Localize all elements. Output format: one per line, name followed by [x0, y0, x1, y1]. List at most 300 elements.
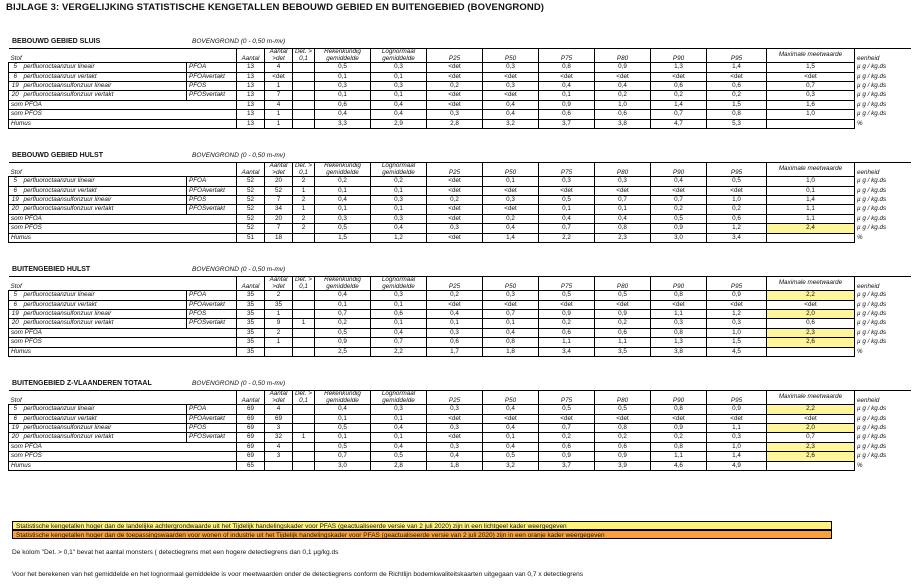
cell-max: 1,4: [767, 196, 855, 205]
cell-det01: [293, 63, 315, 72]
cell-p25: 0,1: [427, 319, 483, 328]
cell-rek: 0,1: [315, 300, 371, 309]
cell-rek: 0,6: [315, 100, 371, 109]
cell-p25: 2,8: [427, 119, 483, 128]
cell-max: 0,6: [767, 319, 855, 328]
cell-unit: µ g / kg.ds: [857, 414, 887, 422]
cell-p80: 3,8: [595, 119, 651, 128]
stats-table: [8, 162, 911, 243]
substance-code: PFOAvertakt: [187, 186, 237, 195]
cell-p90: <det: [651, 300, 707, 309]
cell-p90: 0,4: [651, 177, 707, 186]
substance-name: perfluoroctaanzuur vertakt: [22, 72, 187, 81]
cell-log: 2,9: [371, 119, 427, 128]
cell-p80: 0,5: [595, 405, 651, 414]
cell-aantal_det: 7: [265, 224, 293, 233]
table-row: [9, 414, 911, 423]
row-number: 5: [9, 63, 22, 72]
cell-max: 0,7: [767, 433, 855, 442]
cell-aantal: 35: [237, 328, 265, 337]
table-row: [9, 110, 911, 119]
col-header-lognormaal: Lognormaal gemiddelde: [371, 49, 427, 63]
cell-p95: 1,4: [707, 452, 767, 461]
section-4: [8, 378, 913, 471]
cell-max: 2,0: [767, 310, 855, 319]
cell-aantal_det: 4: [265, 100, 293, 109]
cell-p90: 0,5: [651, 214, 707, 223]
section-title: BUITENGEBIED HULST: [12, 266, 91, 273]
cell-det01: 2: [293, 214, 315, 223]
cell-p90: 4,6: [651, 461, 707, 470]
cell-p80: 0,2: [595, 319, 651, 328]
table-row: [9, 224, 911, 233]
cell-p75: <det: [539, 186, 595, 195]
cell-aantal: 35: [237, 319, 265, 328]
substance-code: PFOA: [187, 405, 237, 414]
cell-max: [767, 233, 855, 242]
substance-code: PFOA: [187, 63, 237, 72]
cell-p75: 3,4: [539, 347, 595, 356]
cell-unit: µ g / kg.ds: [857, 442, 887, 450]
row-number: 6: [9, 414, 22, 423]
cell-log: 0,3: [371, 405, 427, 414]
table-row: [9, 461, 911, 470]
cell-p25: <det: [427, 433, 483, 442]
cell-aantal: 35: [237, 291, 265, 300]
col-header-det01: Det. > 0,1: [293, 163, 315, 177]
cell-p95: 4,9: [707, 461, 767, 470]
cell-p50: 0,1: [483, 433, 539, 442]
cell-rek: 0,5: [315, 328, 371, 337]
cell-p95: 4,5: [707, 347, 767, 356]
table-row: [9, 433, 911, 442]
cell-p90: 0,2: [651, 91, 707, 100]
cell-aantal: 69: [237, 433, 265, 442]
table-row: [9, 72, 911, 81]
col-header-p75: P75: [539, 277, 595, 291]
cell-unit: µ g / kg.ds: [857, 291, 887, 299]
substance-code: PFOAvertakt: [187, 414, 237, 423]
substance-name: som PFOS: [9, 110, 237, 119]
col-header-stof: Stof: [9, 277, 237, 291]
cell-unit: %: [857, 347, 863, 355]
cell-p80: 0,8: [595, 424, 651, 433]
col-header-p25: P25: [427, 49, 483, 63]
cell-max: 0,7: [767, 82, 855, 91]
cell-det01: [293, 414, 315, 423]
cell-aantal: 51: [237, 233, 265, 242]
cell-p90: 0,6: [651, 82, 707, 91]
col-header-aantal_det: Aantal >det: [265, 391, 293, 405]
col-header-max: Maximale meetwaarde: [767, 391, 855, 405]
cell-unit: µ g / kg.ds: [857, 328, 887, 336]
col-header-lognormaal: Lognormaal gemiddelde: [371, 277, 427, 291]
cell-unit: µ g / kg.ds: [857, 82, 887, 90]
cell-aantal: 13: [237, 63, 265, 72]
cell-max: 1,1: [767, 205, 855, 214]
cell-p90: 0,2: [651, 205, 707, 214]
col-header-p75: P75: [539, 391, 595, 405]
cell-p50: 3,2: [483, 119, 539, 128]
cell-aantal_det: 18: [265, 233, 293, 242]
cell-p75: 0,8: [539, 63, 595, 72]
cell-aantal_det: 3: [265, 424, 293, 433]
table-row: [9, 300, 911, 309]
substance-name: Humus: [9, 119, 237, 128]
col-header-aantal_det: Aantal >det: [265, 277, 293, 291]
cell-p75: 0,9: [539, 310, 595, 319]
cell-p95: 1,4: [707, 63, 767, 72]
cell-log: 0,4: [371, 328, 427, 337]
cell-max: 2,4: [767, 224, 855, 233]
cell-unit: µ g / kg.ds: [857, 205, 887, 213]
row-number: 19: [9, 82, 22, 91]
cell-p75: <det: [539, 300, 595, 309]
substance-name: perfluoroctaanzuur vertakt: [22, 300, 187, 309]
col-header-rekenkundig: Rekenkundig gemiddelde: [315, 277, 371, 291]
col-header-p90: P90: [651, 163, 707, 177]
cell-log: 0,1: [371, 186, 427, 195]
cell-rek: 0,4: [315, 196, 371, 205]
cell-aantal_det: 1: [265, 338, 293, 347]
cell-max: 2,6: [767, 338, 855, 347]
cell-p80: 0,9: [595, 310, 651, 319]
cell-max: [767, 461, 855, 470]
cell-max: 2,6: [767, 452, 855, 461]
cell-log: 0,1: [371, 205, 427, 214]
substance-name: Humus: [9, 347, 237, 356]
cell-det01: [293, 461, 315, 470]
col-header-det01: Det. > 0,1: [293, 49, 315, 63]
substance-code: PFOAvertakt: [187, 300, 237, 309]
cell-rek: 0,5: [315, 63, 371, 72]
cell-aantal_det: 7: [265, 91, 293, 100]
cell-det01: 1: [293, 205, 315, 214]
section-1: [8, 36, 913, 129]
col-header-p95: P95: [707, 277, 767, 291]
cell-p95: <det: [707, 186, 767, 195]
substance-name: perfluoroctaanzuur vertakt: [22, 186, 187, 195]
row-number: 19: [9, 196, 22, 205]
cell-p90: 0,7: [651, 110, 707, 119]
col-header-p25: P25: [427, 277, 483, 291]
cell-p75: 0,5: [539, 405, 595, 414]
cell-aantal: 35: [237, 310, 265, 319]
col-header-det01: Det. > 0,1: [293, 391, 315, 405]
col-header-p50: P50: [483, 391, 539, 405]
substance-name: perfluoroctaansulfonzuur lineair: [22, 82, 187, 91]
cell-det01: [293, 91, 315, 100]
substance-code: PFOA: [187, 177, 237, 186]
cell-log: 1,2: [371, 233, 427, 242]
cell-rek: 0,7: [315, 310, 371, 319]
cell-aantal_det: 7: [265, 196, 293, 205]
cell-log: 0,3: [371, 214, 427, 223]
cell-unit: µ g / kg.ds: [857, 338, 887, 346]
substance-name: perfluoroctaansulfonzuur vertakt: [22, 433, 187, 442]
cell-max: 0,1: [767, 186, 855, 195]
section-3: [8, 264, 913, 357]
substance-code: PFOS: [187, 196, 237, 205]
cell-p25: <det: [427, 186, 483, 195]
cell-p75: 0,6: [539, 328, 595, 337]
cell-p75: 0,9: [539, 100, 595, 109]
cell-unit: µ g / kg.ds: [857, 214, 887, 222]
cell-p95: 1,5: [707, 100, 767, 109]
cell-log: 0,7: [371, 338, 427, 347]
cell-p95: 0,6: [707, 214, 767, 223]
cell-p90: 0,9: [651, 424, 707, 433]
cell-p75: 0,5: [539, 196, 595, 205]
stats-table: [8, 276, 911, 357]
cell-p50: 0,4: [483, 328, 539, 337]
cell-p95: 0,8: [707, 110, 767, 119]
cell-unit: µ g / kg.ds: [857, 452, 887, 460]
cell-p50: 0,4: [483, 110, 539, 119]
cell-p80: 0,3: [595, 177, 651, 186]
cell-aantal_det: 35: [265, 300, 293, 309]
cell-unit: µ g / kg.ds: [857, 110, 887, 118]
cell-det01: 1: [293, 433, 315, 442]
cell-p80: <det: [595, 186, 651, 195]
cell-p75: 0,5: [539, 291, 595, 300]
header-row: [9, 49, 911, 63]
cell-max: 1,6: [767, 100, 855, 109]
cell-p90: 1,4: [651, 100, 707, 109]
substance-name: som PFOA: [9, 442, 237, 451]
cell-rek: 2,5: [315, 347, 371, 356]
substance-name: som PFOS: [9, 338, 237, 347]
substance-name: Humus: [9, 461, 237, 470]
cell-rek: 0,7: [315, 452, 371, 461]
cell-rek: 0,1: [315, 186, 371, 195]
cell-p25: <det: [427, 63, 483, 72]
cell-det01: [293, 119, 315, 128]
cell-p80: 0,2: [595, 91, 651, 100]
section-depth: BOVENGROND (0 - 0,50 m-mv): [192, 266, 286, 273]
cell-aantal: 69: [237, 405, 265, 414]
cell-max: 1,0: [767, 110, 855, 119]
cell-p25: 0,3: [427, 110, 483, 119]
cell-p90: 4,7: [651, 119, 707, 128]
section-depth: BOVENGROND (0 - 0,50 m-mv): [192, 152, 286, 159]
cell-p75: 0,6: [539, 442, 595, 451]
table-row: [9, 119, 911, 128]
cell-p25: <det: [427, 91, 483, 100]
cell-p80: 0,4: [595, 82, 651, 91]
cell-p80: 0,9: [595, 452, 651, 461]
cell-p95: 0,5: [707, 177, 767, 186]
substance-code: PFOS: [187, 82, 237, 91]
cell-aantal: 65: [237, 461, 265, 470]
cell-det01: [293, 310, 315, 319]
cell-aantal_det: 34: [265, 205, 293, 214]
cell-p80: 2,3: [595, 233, 651, 242]
col-header-lognormaal: Lognormaal gemiddelde: [371, 391, 427, 405]
cell-aantal_det: [265, 347, 293, 356]
cell-aantal: 52: [237, 214, 265, 223]
section-depth: BOVENGROND (0 - 0,50 m-mv): [192, 38, 286, 45]
table-row: [9, 205, 911, 214]
cell-p25: 0,2: [427, 82, 483, 91]
cell-log: 0,3: [371, 63, 427, 72]
cell-p90: 0,8: [651, 405, 707, 414]
cell-aantal_det: 9: [265, 319, 293, 328]
cell-aantal_det: <det: [265, 72, 293, 81]
cell-p80: 3,9: [595, 461, 651, 470]
cell-aantal: 52: [237, 224, 265, 233]
cell-aantal_det: 4: [265, 442, 293, 451]
cell-p50: 0,1: [483, 319, 539, 328]
cell-max: 2,3: [767, 442, 855, 451]
cell-p25: 0,6: [427, 338, 483, 347]
cell-p80: 0,6: [595, 442, 651, 451]
row-number: 19: [9, 310, 22, 319]
cell-max: 2,0: [767, 424, 855, 433]
cell-log: 0,4: [371, 424, 427, 433]
cell-p25: 0,4: [427, 310, 483, 319]
cell-aantal_det: 1: [265, 310, 293, 319]
row-number: 6: [9, 300, 22, 309]
cell-rek: 0,1: [315, 91, 371, 100]
cell-max: 2,3: [767, 328, 855, 337]
cell-log: 0,4: [371, 110, 427, 119]
cell-rek: 0,5: [315, 424, 371, 433]
table-row: [9, 338, 911, 347]
cell-log: 2,8: [371, 461, 427, 470]
cell-p50: <det: [483, 414, 539, 423]
cell-p25: 0,3: [427, 328, 483, 337]
note-det: De kolom "Det. > 0,1" bevat het aantal monsters ( detectiegrens met een hogere detectiegrens dan 0,1 µg/kg.ds: [12, 549, 339, 556]
cell-p75: <det: [539, 414, 595, 423]
cell-log: 0,3: [371, 291, 427, 300]
cell-p80: 3,5: [595, 347, 651, 356]
cell-rek: 0,5: [315, 224, 371, 233]
section-title: BUITENGEBIED Z-VLAANDEREN TOTAAL: [12, 380, 152, 387]
cell-aantal: 69: [237, 452, 265, 461]
substance-code: PFOSvertakt: [187, 205, 237, 214]
substance-code: PFOSvertakt: [187, 91, 237, 100]
cell-aantal: 35: [237, 338, 265, 347]
cell-unit: %: [857, 461, 863, 469]
cell-p25: 1,8: [427, 461, 483, 470]
cell-max: 1,0: [767, 177, 855, 186]
cell-p75: 0,7: [539, 224, 595, 233]
row-number: 20: [9, 433, 22, 442]
cell-log: 0,1: [371, 414, 427, 423]
cell-p90: 3,0: [651, 233, 707, 242]
cell-rek: 0,3: [315, 214, 371, 223]
cell-p80: 0,1: [595, 205, 651, 214]
table-row: [9, 233, 911, 242]
cell-p50: 0,8: [483, 338, 539, 347]
substance-code: PFOS: [187, 310, 237, 319]
cell-p25: <det: [427, 72, 483, 81]
cell-p90: 1,1: [651, 452, 707, 461]
cell-max: <det: [767, 72, 855, 81]
note-calc: Voor het berekenen van het gemiddelde en het lognormaal gemiddelde is voor meetwaarden onder de detectiegrens conform de Richtlijn bodemkwaliteitskaarten uitgegaan van 0,7 x detectiegrens: [12, 571, 584, 578]
substance-code: PFOSvertakt: [187, 433, 237, 442]
col-header-aantal: Aantal: [237, 277, 265, 291]
cell-p50: 1,8: [483, 347, 539, 356]
col-header-p75: P75: [539, 49, 595, 63]
cell-p50: <det: [483, 186, 539, 195]
col-header-eenheid: eenheid: [857, 55, 880, 63]
table-row: [9, 196, 911, 205]
col-header-max: Maximale meetwaarde: [767, 163, 855, 177]
cell-log: 0,3: [371, 196, 427, 205]
table-row: [9, 319, 911, 328]
col-header-p80: P80: [595, 163, 651, 177]
col-header-max: Maximale meetwaarde: [767, 49, 855, 63]
cell-det01: 1: [293, 186, 315, 195]
cell-p95: 1,0: [707, 442, 767, 451]
cell-log: 0,1: [371, 433, 427, 442]
cell-aantal_det: 4: [265, 63, 293, 72]
table-row: [9, 442, 911, 451]
row-number: 5: [9, 291, 22, 300]
cell-det01: [293, 347, 315, 356]
col-header-stof: Stof: [9, 391, 237, 405]
header-row: [9, 391, 911, 405]
cell-log: 0,3: [371, 82, 427, 91]
cell-unit: µ g / kg.ds: [857, 196, 887, 204]
cell-det01: [293, 300, 315, 309]
cell-p95: 3,4: [707, 233, 767, 242]
row-number: 20: [9, 205, 22, 214]
cell-p95: 0,9: [707, 405, 767, 414]
section-title: BEBOUWD GEBIED SLUIS: [12, 38, 101, 45]
cell-p75: 0,9: [539, 452, 595, 461]
substance-name: perfluoroctaansulfonzuur vertakt: [22, 319, 187, 328]
stats-table: [8, 390, 911, 471]
cell-det01: [293, 405, 315, 414]
cell-p25: 0,2: [427, 291, 483, 300]
cell-p90: 0,9: [651, 224, 707, 233]
cell-p95: 5,3: [707, 119, 767, 128]
cell-max: 2,2: [767, 291, 855, 300]
col-header-p90: P90: [651, 391, 707, 405]
col-header-p50: P50: [483, 49, 539, 63]
cell-log: 0,4: [371, 442, 427, 451]
table-row: [9, 214, 911, 223]
cell-max: [767, 347, 855, 356]
cell-p95: 0,6: [707, 82, 767, 91]
col-header-p80: P80: [595, 391, 651, 405]
cell-p95: 1,2: [707, 224, 767, 233]
cell-unit: µ g / kg.ds: [857, 91, 887, 99]
cell-p25: 0,2: [427, 196, 483, 205]
cell-p75: 1,1: [539, 338, 595, 347]
cell-p75: 0,1: [539, 91, 595, 100]
col-header-eenheid: eenheid: [857, 283, 880, 291]
cell-rek: 0,1: [315, 414, 371, 423]
cell-p50: 1,4: [483, 233, 539, 242]
cell-aantal: 13: [237, 110, 265, 119]
table-row: [9, 310, 911, 319]
cell-aantal: 52: [237, 186, 265, 195]
cell-aantal_det: 1: [265, 110, 293, 119]
col-header-p95: P95: [707, 391, 767, 405]
section-depth: BOVENGROND (0 - 0,50 m-mv): [192, 380, 286, 387]
col-header-stof: Stof: [9, 49, 237, 63]
page-title: BIJLAGE 3: VERGELIJKING STATISTISCHE KENGETALLEN BEBOUWD GEBIED EN BUITENGEBIED (BOVENGROND): [6, 2, 545, 13]
col-header-p50: P50: [483, 163, 539, 177]
cell-log: 0,1: [371, 72, 427, 81]
cell-p80: 0,4: [595, 214, 651, 223]
cell-rek: 0,1: [315, 433, 371, 442]
cell-p90: <det: [651, 186, 707, 195]
